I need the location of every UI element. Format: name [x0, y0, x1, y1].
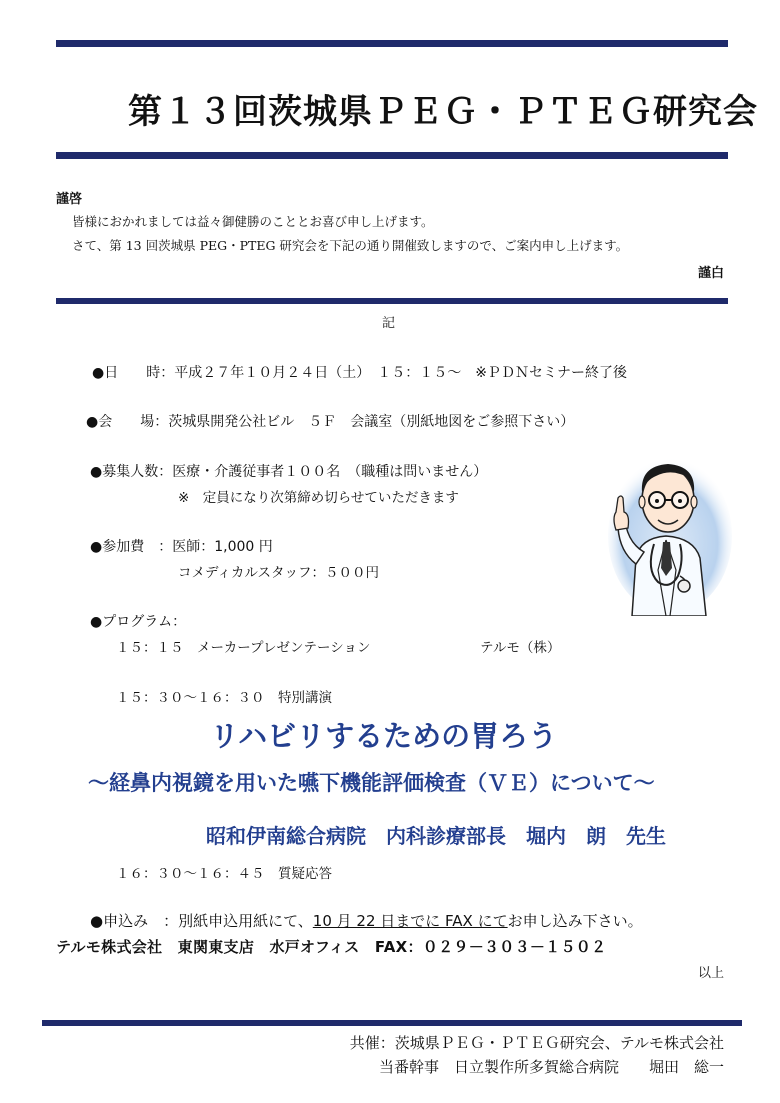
title-rule — [56, 152, 728, 159]
event-venue: ●会 場：茨城県開発公社ビル ５Ｆ 会議室（別紙地図をご参照下さい） — [86, 414, 575, 430]
greeting-line-1: 皆様におかれましては益々御健勝のこととお喜び申し上げます。 — [72, 214, 434, 229]
footer-rule — [42, 1020, 742, 1026]
capacity-note: ※ 定員になり次第締め切らせていただきます — [178, 490, 459, 506]
lecture-speaker: 昭和伊南総合病院 内科診療部長 堀内 朗 先生 — [206, 824, 666, 848]
ki-heading: 記 — [382, 316, 396, 331]
top-rule — [56, 40, 728, 47]
event-fee: ●参加費 ：医師：1,000 円 — [90, 539, 273, 555]
doctor-with-stethoscope-icon — [600, 440, 732, 616]
closing-ijo: 以上 — [697, 966, 724, 981]
greeting-closing: 謹白 — [697, 266, 724, 281]
greeting-opening: 謹啓 — [56, 192, 83, 207]
lecture-title: リハビリするための胃ろう — [210, 719, 558, 753]
program-item-1: １５：１５ メーカープレゼンテーション — [116, 640, 371, 656]
program-item-1-org: テルモ（株） — [480, 640, 561, 656]
fee-note: コメディカルスタッフ：５００円 — [178, 565, 380, 581]
footer-secretary: 当番幹事 日立製作所多賀総合病院 堀田 総一 — [378, 1058, 724, 1076]
footer-organizer: 共催：茨城県ＰＥＧ・ＰＴＥＧ研究会、テルモ株式会社 — [349, 1034, 724, 1052]
program-label: ●プログラム： — [90, 614, 187, 630]
application-suffix: お申し込み下さい。 — [507, 912, 643, 930]
section-rule — [56, 298, 728, 304]
event-capacity: ●募集人数：医療・介護従事者１００名 （職種は問いません） — [90, 464, 488, 480]
event-date: ●日 時：平成２７年１０月２４日（土） １５：１５～ ※ＰＤＮセミナー終了後 — [92, 365, 627, 381]
greeting-line-2: さて、第 13 回茨城県 PEG・PTEG 研究会を下記の通り開催致しますので、ご案内申し上げます。 — [72, 238, 629, 253]
page-title: 第１３回茨城県ＰＥＧ・ＰＴＥＧ研究会 — [128, 92, 758, 132]
application-info — [90, 910, 643, 931]
application-prefix: ●申込み ：別紙申込用紙にて、 — [90, 912, 313, 930]
program-item-2: １５：３０～１６：３０ 特別講演 — [116, 690, 332, 706]
program-item-3: １６：３０～１６：４５ 質疑応答 — [116, 866, 332, 882]
application-deadline: 10 月 22 日までに FAX にて — [312, 912, 508, 930]
contact-info: テルモ株式会社 東関東支店 水戸オフィス FAX：０２９－３０３－１５０２ — [56, 938, 607, 956]
lecture-subtitle: ～経鼻内視鏡を用いた嚥下機能評価検査（ＶＥ）について～ — [88, 771, 655, 795]
